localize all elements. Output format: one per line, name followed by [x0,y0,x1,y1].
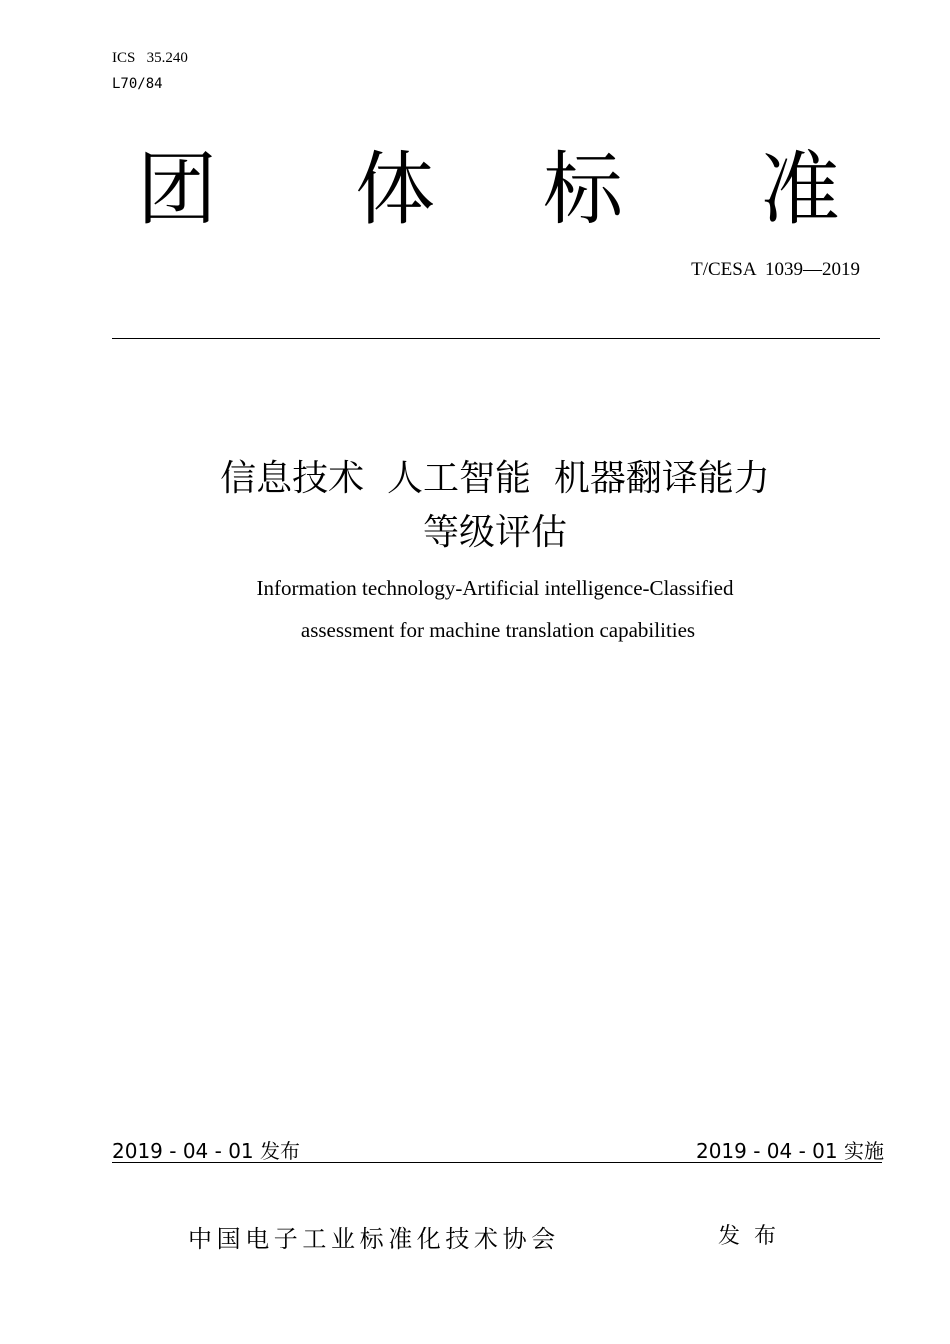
ccs-code: L70/84 [112,76,163,92]
title-en-line1: Information technology-Artificial intelligence-Classified [256,576,734,600]
standard-type-char: 标 [543,143,623,236]
standard-type-char: 团 [137,143,217,236]
issue-label: 发 布 [718,1224,776,1249]
title-en-line2: assessment for machine translation capabilities [300,618,696,642]
ics-code: ICS 35.240 [112,50,188,66]
footer-divider [112,1162,882,1163]
effective-date: 2019 - 04 - 01 实施 [695,1139,884,1163]
header-divider [112,338,880,339]
standard-number: T/CESA 1039—2019 [691,259,860,280]
title-zh-line1: 信息技术 人工智能 机器翻译能力 [220,458,770,499]
standard-type-char: 体 [355,143,435,236]
title-zh-line2: 等级评估 [422,512,567,553]
standard-type-char: 准 [760,143,840,236]
standard-type-heading [0,140,950,240]
issuing-organization: 中国电子工业标准化技术协会 [188,1225,560,1253]
publish-date: 2019 - 04 - 01 发布 [112,1139,301,1163]
